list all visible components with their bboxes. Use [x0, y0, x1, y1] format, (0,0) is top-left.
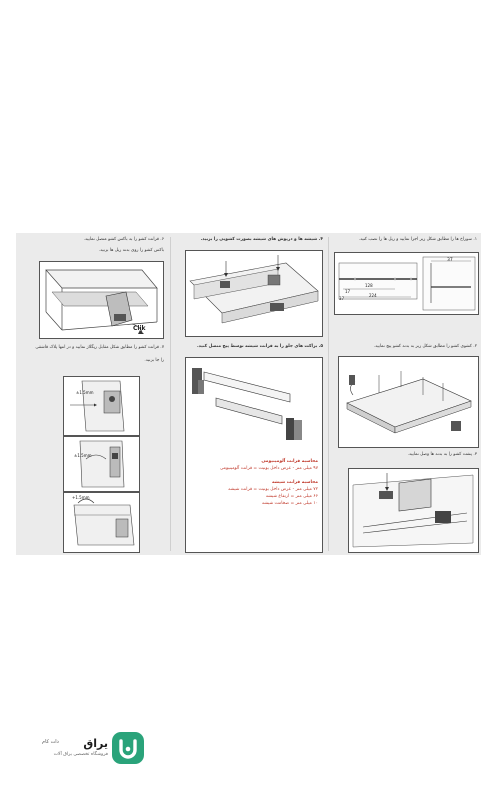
glass-insert-illustration [186, 251, 322, 336]
figure-step-2 [338, 356, 479, 448]
step-2-text: ۲. کشوی کشو را مطابق شکل زیر به بدنه کشو پیچ نمایید. [373, 344, 477, 349]
dim-37-left: 37 [339, 296, 345, 301]
step-7-subtext: را جا بزنید. [144, 358, 164, 363]
brand-logo [38, 731, 148, 765]
step-7-text: ۷. قرانت کشو را مطابق شکل مقابل ریگلاژ نمایید و در انتها پلاک قاشقی [35, 345, 164, 350]
rail-drilling-illustration [335, 253, 478, 314]
column-right [330, 233, 481, 555]
column-left [16, 233, 168, 555]
calc-title-glass: محاسبه قرانت شیشه [271, 479, 318, 485]
logo-domain: دات کام [42, 739, 59, 745]
clik-label: Clik [133, 325, 146, 332]
calc-line-glass-height: ۶۶ میلی متر = ارتفاع شیشه [265, 494, 318, 500]
figure-step-3 [348, 468, 479, 553]
calc-notes [220, 458, 318, 508]
figure-step-7-a [63, 376, 140, 436]
calc-line-glass-width: ۷۲ میلی متر - عرض داخل یونیت = قرانت شیشه [228, 486, 318, 492]
figure-step-5 [185, 357, 323, 553]
dim-128: 128 [365, 283, 373, 288]
calc-line-glass-thickness: ۱۰ میلی متر = ضخامت شیشه [261, 501, 318, 507]
adjust-side-illustration [64, 437, 139, 491]
adjust-label-3: +1.5mm [72, 495, 90, 500]
step-3-text: ۳. پشت کشو را به بدنه ها وصل نمایید. [407, 452, 477, 457]
step-6-text: ۶. قرانت کشو را به باکس کشو متصل نمایید. [83, 237, 164, 242]
step-4-text: ۴. شیشه ها و درپوش های شیشه بصورت کشویی را بزنید. [200, 237, 323, 242]
column-middle [173, 233, 327, 555]
step-6-subtext: باکس کشو را روی بدنه ریل ها بزنید. [98, 248, 164, 253]
figure-step-6 [39, 261, 164, 339]
column-divider [170, 237, 171, 551]
figure-step-7-b [63, 436, 140, 492]
back-panel-illustration [349, 469, 478, 552]
drawer-bottom-illustration [339, 357, 478, 447]
logo-icon [112, 732, 144, 764]
figure-step-4 [185, 250, 323, 337]
logo-name: یراق [83, 737, 108, 750]
adjust-label-2: ±1.5mm [74, 453, 92, 458]
figure-step-7-c [63, 492, 140, 553]
dim-37-right: 37 [447, 258, 453, 263]
adjust-tilt-illustration [64, 493, 139, 552]
step-1-text: ۱. سوراخ ها را مطابق شکل زیر اجرا نمایید و ریل ها را نصب کنید. [358, 237, 477, 242]
dim-17: 17 [345, 289, 351, 294]
adjust-height-illustration [64, 377, 139, 435]
column-divider [328, 237, 329, 551]
calc-line-aluminum: ۹۷ میلی متر - عرض داخل یونیت = قرانت آلومینیومی [219, 466, 318, 472]
figure-step-1 [334, 252, 479, 315]
logo-tagline: فروشگاه تخصصی یراق آلات [53, 752, 108, 757]
calc-title-aluminum: محاسبه قرانت آلومینیومی [261, 459, 318, 464]
step-5-text: ۵. براکت های جلو را به قرانت شیشه توسط پیچ متصل کنید. [196, 344, 323, 349]
dim-224: 224 [369, 293, 377, 298]
adjust-label-1: ±1.5mm [76, 390, 94, 395]
instruction-sheet [16, 233, 481, 555]
front-panel-illustration [186, 358, 322, 552]
